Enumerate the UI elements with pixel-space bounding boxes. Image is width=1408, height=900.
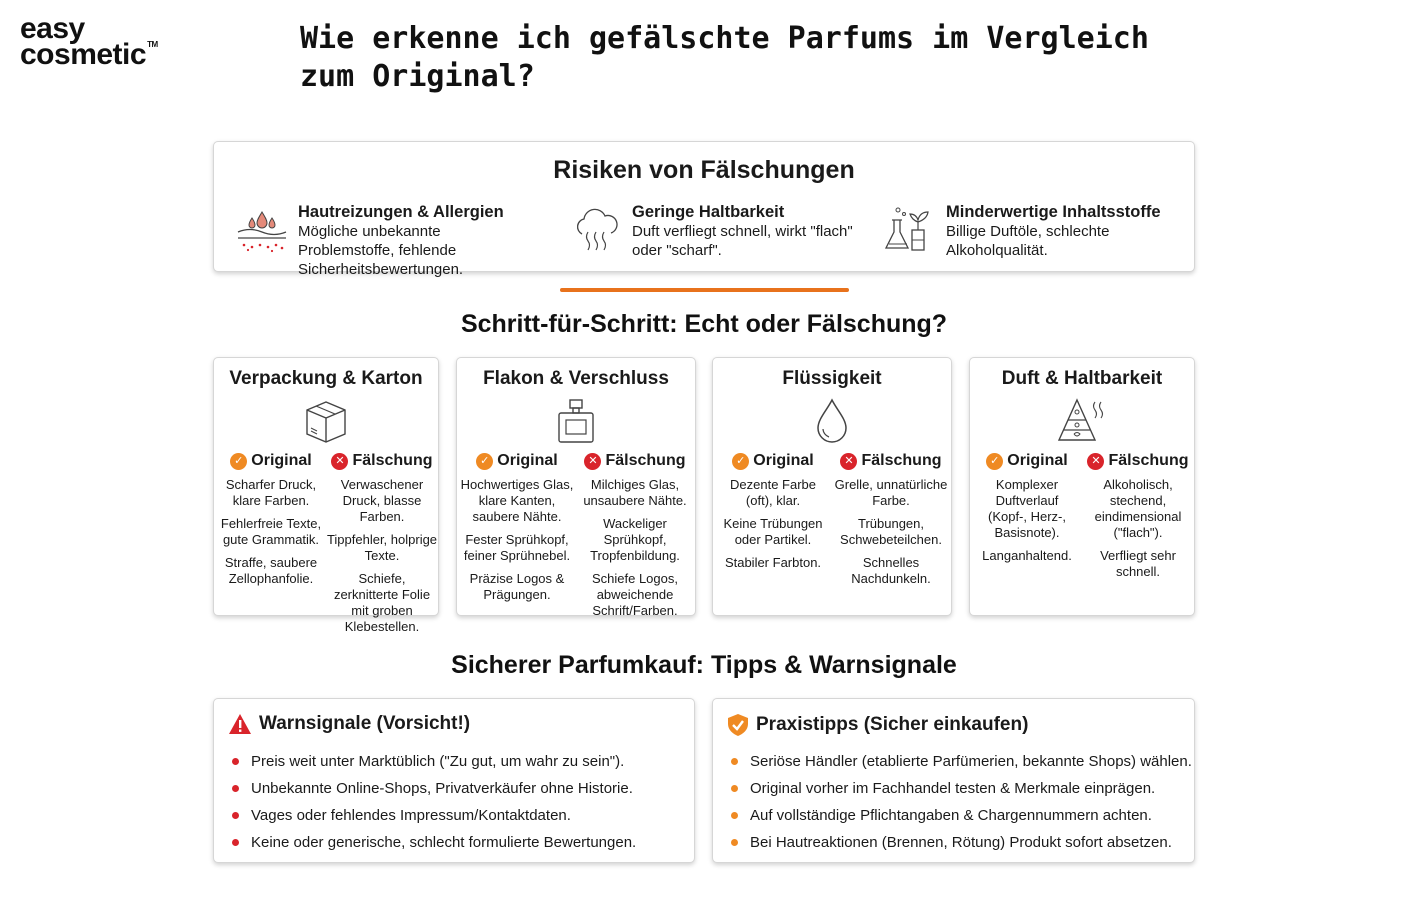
bullet: [232, 839, 239, 846]
scent-pyramid-icon: [1057, 396, 1107, 446]
fake-point: Schnelles Nachdunkeln.: [851, 555, 931, 586]
risk-title: Hautreizungen & Allergien: [298, 203, 504, 221]
original-point: Komplexer Duftverlauf (Kopf-, Herz-, Basisnote).: [987, 477, 1066, 540]
x-icon: ✕: [584, 453, 601, 470]
step-card-packaging: [213, 357, 439, 634]
shield-check-icon: [727, 713, 749, 737]
practical-tips-list: [731, 748, 1192, 856]
skin-irritation-icon: [234, 202, 290, 258]
x-icon: ✕: [331, 453, 348, 470]
step-title: Flüssigkeit: [782, 368, 882, 389]
risks-card: [213, 141, 1195, 278]
original-point: Hochwertiges Glas, klare Kanten, saubere Nähte.: [460, 477, 574, 524]
practical-tips-title: Praxistipps (Sicher einkaufen): [756, 714, 1029, 735]
drop-icon: [807, 396, 857, 446]
fake-point: Trübungen, Schwebeteilchen.: [840, 516, 942, 547]
risk-item-ingredients: [882, 202, 1161, 260]
fake-point: Alkoholisch, stechend, eindimensional ("flach").: [1094, 477, 1182, 540]
perfume-bottle-icon: [551, 396, 601, 446]
original-point: Präzise Logos & Prägungen.: [469, 571, 565, 602]
fake-label: ✕ Fälschung: [575, 451, 695, 471]
check-icon: ✓: [476, 453, 493, 470]
list-item: Preis weit unter Marktüblich ("Zu gut, um wahr zu sein").: [232, 748, 636, 775]
check-icon: ✓: [732, 453, 749, 470]
list-item: Auf vollständige Pflichtangaben & Chargennummern achten.: [731, 802, 1192, 829]
fake-label: ✕ Fälschung: [1082, 451, 1194, 471]
step-title: Flakon & Verschluss: [483, 368, 669, 389]
fake-point: Milchiges Glas, unsaubere Nähte.: [583, 477, 687, 508]
fake-point: Grelle, unnatürliche Farbe.: [834, 477, 948, 508]
step-title: Verpackung & Karton: [229, 368, 423, 389]
bullet: [731, 785, 738, 792]
warning-signals-card: [213, 698, 695, 863]
fake-point: Verwaschener Druck, blasse Farben.: [340, 477, 424, 524]
original-point: Keine Trübungen oder Partikel.: [723, 516, 823, 547]
original-label: ✓ Original: [972, 451, 1082, 471]
logo-trademark: TM: [147, 39, 158, 49]
bullet: [731, 839, 738, 846]
tips-heading: Sicherer Parfumkauf: Tipps & Warnsignale: [451, 651, 957, 679]
bullet: [232, 785, 239, 792]
step-title: Duft & Haltbarkeit: [1001, 368, 1163, 389]
original-point: Scharfer Druck, klare Farben.: [225, 477, 317, 508]
list-item: Unbekannte Online-Shops, Privatverkäufer ohne Historie.: [232, 775, 636, 802]
warning-list: [232, 748, 636, 856]
fake-point: Tippfehler, holprige Texte.: [326, 532, 438, 563]
box-icon: [301, 396, 351, 446]
risks-heading: Risiken von Fälschungen: [553, 156, 855, 184]
page-title: Wie erkenne ich gefälschte Parfums im Vergleich zum Original?: [300, 21, 1149, 94]
brand-logo[interactable]: [20, 12, 158, 71]
logo-line-1: easy: [20, 12, 85, 45]
check-icon: ✓: [230, 453, 247, 470]
bullet: [232, 812, 239, 819]
practical-tips-card: [712, 698, 1195, 863]
original-label: ✓ Original: [715, 451, 831, 471]
x-icon: ✕: [840, 453, 857, 470]
step-card-flacon: [456, 357, 696, 616]
bullet: [731, 758, 738, 765]
warning-title: Warnsignale (Vorsicht!): [259, 713, 471, 734]
fake-point: Schiefe Logos, abweichende Schrift/Farben.: [591, 571, 678, 618]
original-point: Fester Sprühkopf, feiner Sprühnebel.: [463, 532, 571, 563]
x-icon: ✕: [1087, 453, 1104, 470]
check-icon: ✓: [986, 453, 1003, 470]
original-point: Langanhaltend.: [982, 548, 1072, 563]
risk-item-skin: [234, 202, 538, 279]
original-point: Fehlerfreie Texte, gute Grammatik.: [220, 516, 322, 547]
original-point: Straffe, saubere Zellophanfolie.: [224, 555, 318, 586]
risk-text: Mögliche unbekannte Problemstoffe, fehlende Sicherheitsbewertungen.: [298, 223, 464, 278]
list-item: Vages oder fehlendes Impressum/Kontaktdaten.: [232, 802, 636, 829]
logo-line-2: cosmetic: [20, 37, 147, 71]
list-item: Bei Hautreaktionen (Brennen, Rötung) Produkt sofort absetzen.: [731, 829, 1192, 856]
bullet: [232, 758, 239, 765]
risk-text: Billige Duftöle, schlechte Alkoholqualität.: [946, 223, 1110, 259]
fake-point: Wackeliger Sprühkopf, Tropfenbildung.: [590, 516, 680, 563]
list-item: Keine oder generische, schlecht formulierte Bewertungen.: [232, 829, 636, 856]
risk-title: Minderwertige Inhaltsstoffe: [946, 203, 1161, 221]
risk-text: Duft verfliegt schnell, wirkt "flach" oder "scharf".: [632, 223, 853, 259]
original-point: Stabiler Farbton.: [724, 555, 822, 570]
lab-flask-icon: [882, 202, 938, 258]
bullet: [731, 812, 738, 819]
steps-heading: Schritt-für-Schritt: Echt oder Fälschung?: [460, 310, 948, 338]
risk-title: Geringe Haltbarkeit: [632, 203, 785, 221]
evaporating-cloud-icon: [568, 202, 624, 258]
step-card-scent: [969, 357, 1195, 616]
section-divider: [560, 288, 849, 292]
list-item: Seriöse Händler (etablierte Parfümerien, bekannte Shops) wählen.: [731, 748, 1192, 775]
list-item: Original vorher im Fachhandel testen & Merkmale einprägen.: [731, 775, 1192, 802]
fake-label: ✕ Fälschung: [831, 451, 951, 471]
fake-point: Schiefe, zerknitterte Folie mit groben Klebestellen.: [333, 571, 431, 634]
step-card-liquid: [712, 357, 952, 616]
original-point: Dezente Farbe (oft), klar.: [730, 477, 816, 508]
fake-label: ✕ Fälschung: [326, 451, 438, 471]
risk-item-durability: [568, 202, 857, 260]
original-label: ✓ Original: [459, 451, 575, 471]
warning-triangle-icon: [228, 713, 252, 735]
fake-point: Verfliegt sehr schnell.: [1100, 548, 1176, 579]
original-label: ✓ Original: [216, 451, 326, 471]
